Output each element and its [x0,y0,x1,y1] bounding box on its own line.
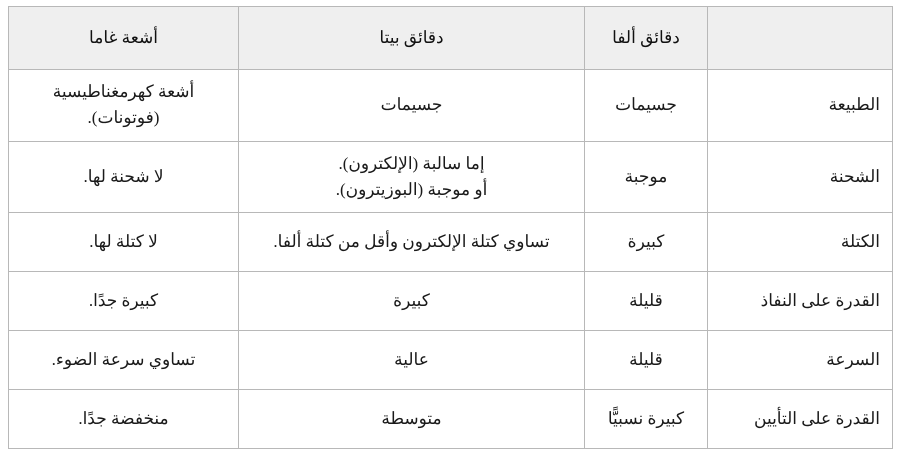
cell-beta-nature: جسيمات [239,70,585,142]
table-header [9,7,893,70]
cell-alpha-penetration: قليلة [585,272,708,331]
radiation-comparison-table [8,6,893,449]
cell-gamma-mass: لا كتلة لها. [9,213,239,272]
column-header-alpha: دقائق ألفا [585,7,708,70]
table-body [9,70,893,449]
cell-alpha-nature: جسيمات [585,70,708,142]
cell-beta-ionization: متوسطة [239,390,585,449]
row-label-speed: السرعة [708,331,893,390]
table-row [9,70,893,142]
cell-beta-charge-line1: إما سالبة (الإلكترون). [338,153,485,173]
cell-gamma-penetration: كبيرة جدًا. [9,272,239,331]
cell-alpha-speed: قليلة [585,331,708,390]
row-label-mass: الكتلة [708,213,893,272]
column-header-property [708,7,893,70]
table-row [9,390,893,449]
cell-beta-speed: عالية [239,331,585,390]
row-label-penetration: القدرة على النفاذ [708,272,893,331]
cell-alpha-mass: كبيرة [585,213,708,272]
row-label-nature: الطبيعة [708,70,893,142]
cell-gamma-ionization: منخفضة جدًا. [9,390,239,449]
cell-beta-penetration: كبيرة [239,272,585,331]
row-label-ionization: القدرة على التأيين [708,390,893,449]
table-header-row [9,7,893,70]
cell-beta-charge [239,141,585,213]
cell-gamma-nature-line2: (فوتونات). [87,108,160,128]
cell-gamma-speed: تساوي سرعة الضوء. [9,331,239,390]
cell-beta-charge-line2: أو موجبة (البوزيترون). [335,180,488,200]
table-row [9,213,893,272]
cell-alpha-ionization: كبيرة نسبيًّا [585,390,708,449]
cell-beta-mass: تساوي كتلة الإلكترون وأقل من كتلة ألفا. [239,213,585,272]
cell-gamma-nature-line1: أشعة كهرمغناطيسية [52,82,195,101]
column-header-gamma: أشعة غاما [9,7,239,70]
cell-gamma-nature [9,70,239,142]
table-row [9,331,893,390]
table-row [9,272,893,331]
column-header-beta: دقائق بيتا [239,7,585,70]
cell-gamma-charge: لا شحنة لها. [9,141,239,213]
row-label-charge: الشحنة [708,141,893,213]
table-row [9,141,893,213]
cell-alpha-charge: موجبة [585,141,708,213]
